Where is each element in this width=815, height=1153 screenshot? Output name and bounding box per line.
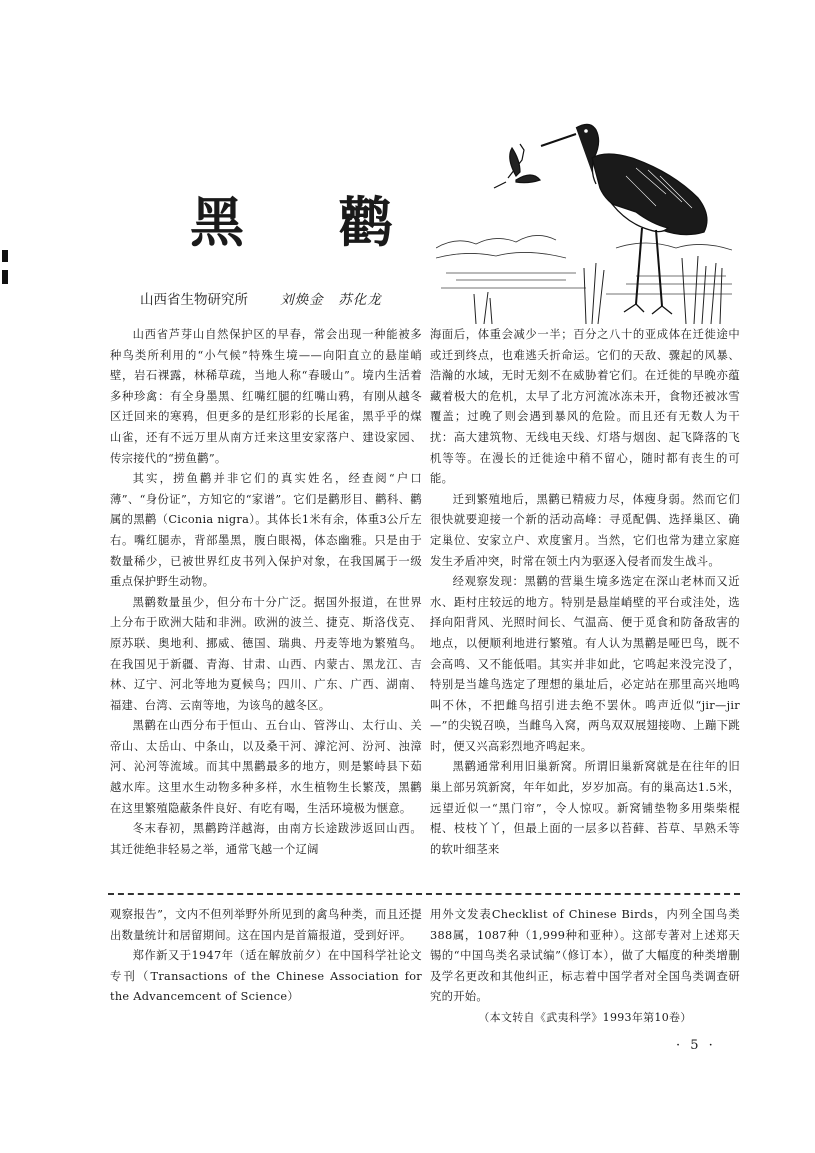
institution: 山西省生物研究所 <box>140 292 248 308</box>
paragraph: 黑鹳通常利用旧巢新窝。所谓旧巢新窝就是在往年的旧巢上部另筑新窝，年年如此，岁岁加高。有的巢高达1.5米，远望近似一“黑门帘”，令人惊叹。新窝铺垫物多用柴柴棍棍、枝枝丫丫，但最上面的一层多以苔藓、苔草、旱熟禾等的软叶细茎来 <box>430 760 740 856</box>
paragraph: 经观察发现：黑鹳的营巢生境多选定在深山老林而又近水、距村庄较远的地方。特别是悬崖峭壁的平台或洼处，选择向阳背风、光照时间长、气温高、便于觅食和防备敌害的地点，以便顺利地进行繁殖。有人认为黑鹳是哑巴鸟，既不会高鸣、又不能低唱。其实并非如此，它鸣起来没完没了，特别是当雄鸟选定了理想的巢址后，必定站在那里高兴地鸣叫不休，不把雌鸟招引进去绝不罢休。鸣声近似“jir—jir—”的尖锐召唤，当雌鸟入窝，两鸟双双展翅接吻、上蹦下跳时，便又兴高彩烈地齐鸣起来。 <box>430 575 740 753</box>
paragraph: 迁到繁殖地后，黑鹳已精疲力尽，体瘦身弱。然而它们很快就要迎接一个新的活动高峰：寻觅配偶、选择巢区、确定巢位、安家立户、欢度蜜月。当然，它们也常为建立家庭发生矛盾冲突，时常在领土内为驱逐入侵者而发生战斗。 <box>430 492 740 568</box>
continued-left-column <box>110 905 422 1008</box>
paragraph: 用外文发表Checklist of Chinese Birds，内列全国鸟类388属，1087种（1,999种和亚种）。这部专著对上述郑天锡的“中国鸟类名录试编”（修订本），做了大幅度的种类增删及学名更改和其他纠正，标志着中国学者对全国鸟类调查研究的开始。 <box>430 908 740 1004</box>
authors: 刘焕金 苏化龙 <box>280 292 382 308</box>
continued-right-column <box>430 905 740 1029</box>
paragraph: 观察报告”，文内不但列举野外所见到的禽鸟种类，而且还提出数量统计和居留期间。这在国内是首篇报道，受到好评。 <box>110 908 422 942</box>
section-divider <box>108 893 740 895</box>
paragraph: 冬末春初，黑鹳跨洋越海，由南方长途跋涉返回山西。其迁徙绝非轻易之举，通常飞越一个辽阔 <box>110 822 422 856</box>
article-title: 黑 鹳 <box>190 190 431 254</box>
paragraph: 黑鹳数量虽少，但分布十分广泛。据国外报道，在世界上分布于欧洲大陆和非洲。欧洲的波兰、捷克、斯洛伐克、原苏联、奥地利、挪威、德国、瑞典、丹麦等地为繁殖鸟。在我国见于新疆、青海、甘肃、山西、内蒙古、黑龙江、吉林、辽宁、河北等地为夏候鸟；四川、广东、广西、湖南、福建、台湾、云南等地，为该鸟的越冬区。 <box>110 595 422 712</box>
binding-mark <box>2 270 8 284</box>
black-stork-illustration <box>436 98 732 324</box>
right-column <box>430 325 740 860</box>
left-column <box>110 325 422 860</box>
source-note: （本文转自《武夷科学》1993年第10卷） <box>478 1010 692 1024</box>
paragraph: 黑鹳在山西分布于恒山、五台山、管涔山、太行山、关帝山、太岳山、中条山，以及桑干河、滹沱河、汾河、浊漳河、沁河等流域。而其中黑鹳最多的地方，则是繁峙县下茹越水库。这里水生动物多种多样，水生植物生长繁茂，黑鹳在这里繁殖隐蔽条件良好、有吃有喝，生活环境极为惬意。 <box>110 719 422 815</box>
page-number: · 5 · <box>676 1038 716 1053</box>
paragraph: 山西省芦芽山自然保护区的早春，常会出现一种能被多种鸟类所利用的“小气候”特殊生境——向阳直立的悬崖峭壁，岩石裸露，林稀草疏，当地人称“春暖山”。境内生活着多种珍禽：有全身墨黑、红嘴红腿的红嘴山鸦，有刚从越冬区迁回来的寒鸦，但更多的是红形彩的长尾雀，黑乎乎的煤山雀，还有不远万里从南方迁来这里安家落户、建设家园、传宗接代的“捞鱼鹳”。 <box>110 328 422 465</box>
byline <box>140 288 382 308</box>
binding-mark <box>2 250 8 262</box>
paragraph: 海面后，体重会减少一半；百分之八十的亚成体在迁徙途中或迁到终点，也难逃夭折命运。它们的天敌、骤起的风暴、浩瀚的水域，无时无刻不在威胁着它们。在迁徙的早晚亦蕴藏着极大的危机，太早了北方河流冰冻未开，食物还被冰雪覆盖；过晚了则会遇到暴风的危险。而且还有无数人为干扰：高大建筑物、无线电天线、灯塔与烟囱、起飞降落的飞机等等。在漫长的迁徙途中稍不留心，随时都有丧生的可能。 <box>430 328 740 486</box>
paragraph: 其实，捞鱼鹳并非它们的真实姓名，经查阅“户口薄”、“身份证”，方知它的“家谱”。它们是鹳形目、鹳科、鹳属的黑鹳（Ciconia nigra）。其体长1米有余，体重3公斤左右。嘴红腿赤，背部墨黑，腹白眼褐，体态幽雅。只是由于数量稀少，已被世界红皮书列入保护对象，在我国属于一级重点保护野生动物。 <box>110 472 422 589</box>
paragraph: 郑作新又于1947年（适在解放前夕）在中国科学社论文专刊（Transactions of the Chinese Association for the Advancemcent of Science） <box>110 949 422 1004</box>
